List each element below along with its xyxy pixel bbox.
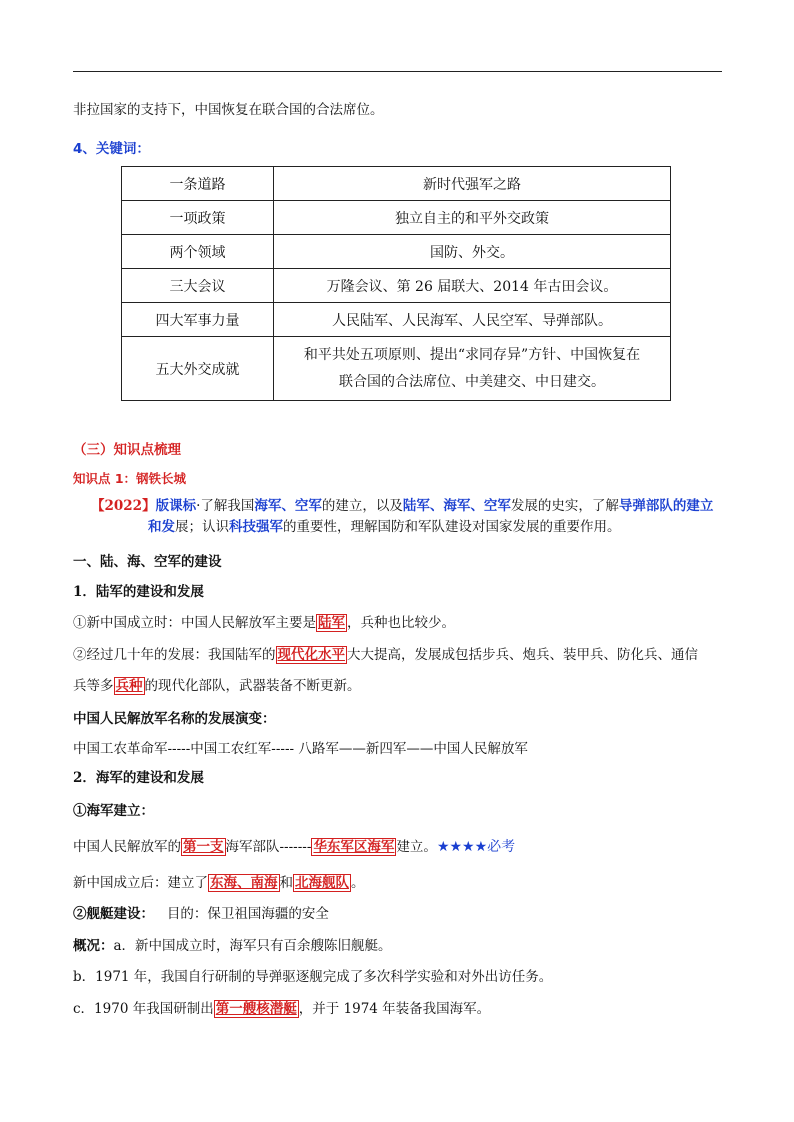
table-cell-line: 联合国的合法席位、中美建交、中日建交。 bbox=[339, 373, 605, 390]
table-row bbox=[122, 269, 671, 303]
text: 的建立，以及 bbox=[321, 498, 403, 514]
highlight: 科技强军 bbox=[229, 519, 283, 535]
highlight: 海军、空军 bbox=[254, 498, 322, 514]
ship-label: ②舰艇建设： bbox=[73, 906, 154, 922]
heading-1: 一、陆、海、空军的建设 bbox=[73, 554, 222, 570]
year-tag: 【2022】 bbox=[91, 498, 156, 514]
highlight: 和发 bbox=[148, 519, 175, 535]
table-row bbox=[122, 235, 671, 269]
overview-line-1 bbox=[73, 937, 392, 955]
text: 中国人民解放军的 bbox=[73, 839, 181, 855]
text: 兵等多 bbox=[73, 678, 114, 694]
answer-box: 陆军 bbox=[318, 615, 345, 631]
answer-box: 兵种 bbox=[115, 678, 143, 694]
table-cell: 一条道路 bbox=[122, 167, 274, 201]
table-cell: 人民陆军、人民海军、人民空军、导弹部队。 bbox=[274, 303, 671, 337]
table-row bbox=[122, 201, 671, 235]
text: a．新中国成立时，海军只有百余艘陈旧舰艇。 bbox=[113, 938, 392, 954]
text: 新中国成立后：建立了 bbox=[73, 875, 208, 891]
table-row bbox=[122, 167, 671, 201]
answer-box: 第一艘核潜艇 bbox=[215, 1001, 297, 1017]
overview-line-3 bbox=[73, 1000, 490, 1018]
navy-line-1 bbox=[73, 838, 515, 856]
heading-army: 1．陆军的建设和发展 bbox=[73, 584, 204, 600]
table-cell: 四大军事力量 bbox=[122, 303, 274, 337]
table-cell: 万隆会议、第 26 届联大、2014 年古田会议。 bbox=[274, 269, 671, 303]
table-cell: 新时代强军之路 bbox=[274, 167, 671, 201]
answer-box: 第一支 bbox=[183, 839, 224, 855]
section-title: （三）知识点梳理 bbox=[73, 442, 181, 458]
keywords-table bbox=[121, 166, 671, 401]
text: 目的：保卫祖国海疆的安全 bbox=[154, 906, 329, 922]
table-cell: 三大会议 bbox=[122, 269, 274, 303]
header-rule bbox=[73, 71, 722, 72]
table-cell: 两个领域 bbox=[122, 235, 274, 269]
text: ，兵种也比较少。 bbox=[347, 615, 455, 631]
table-row bbox=[122, 337, 671, 401]
text: ②经过几十年的发展：我国陆军的 bbox=[73, 647, 276, 663]
highlight: 陆军、海军、空军 bbox=[402, 498, 511, 514]
evolution-title: 中国人民解放军名称的发展演变： bbox=[73, 711, 276, 727]
knowledge-point-title: 知识点 1：钢铁长城 bbox=[73, 471, 187, 486]
answer-box: 北海舰队 bbox=[295, 875, 349, 891]
heading-navy: 2．海军的建设和发展 bbox=[73, 770, 204, 786]
table-row bbox=[122, 303, 671, 337]
text: 大大提高，发展成包括步兵、炮兵、装甲兵、防化兵、通信 bbox=[347, 647, 698, 663]
must-test-stars: ★★★★必考 bbox=[436, 839, 516, 855]
highlight: 导弹部队的建立 bbox=[618, 498, 714, 514]
overview-label: 概况： bbox=[73, 938, 114, 954]
intro-line: 非拉国家的支持下，中国恢复在联合国的合法席位。 bbox=[73, 102, 384, 118]
overview-line-2: b．1971 年，我国自行研制的导弹驱逐舰完成了多次科学实验和对外出访任务。 bbox=[73, 969, 553, 985]
text: ·了解我国 bbox=[196, 498, 255, 514]
evolution-line: 中国工农革命军-----中国工农红军----- 八路军——新四军——中国人民解放军 bbox=[73, 741, 528, 757]
text: 。 bbox=[351, 875, 365, 891]
navy-subheading: ①海军建立： bbox=[73, 803, 154, 819]
table-cell: 独立自主的和平外交政策 bbox=[274, 201, 671, 235]
text: 的重要性，理解国防和军队建设对国家发展的重要作用。 bbox=[283, 519, 621, 535]
text: 展；认识 bbox=[175, 519, 229, 535]
answer-box: 华东军区海军 bbox=[313, 839, 395, 855]
answer-box: 现代化水平 bbox=[277, 647, 345, 663]
ship-building-line bbox=[73, 905, 329, 923]
table-cell: 五大外交成就 bbox=[122, 337, 274, 401]
table-cell: 国防、外交。 bbox=[274, 235, 671, 269]
army-line-1 bbox=[73, 614, 455, 632]
army-line-3 bbox=[73, 677, 361, 695]
table-cell bbox=[274, 337, 671, 401]
text: ①新中国成立时：中国人民解放军主要是 bbox=[73, 615, 316, 631]
text: 的现代化部队，武器装备不断更新。 bbox=[144, 678, 361, 694]
army-line-2 bbox=[73, 646, 698, 664]
table-cell-line: 和平共处五项原则、提出“求同存异”方针、中国恢复在 bbox=[303, 346, 641, 363]
table-cell: 一项政策 bbox=[122, 201, 274, 235]
navy-line-2 bbox=[73, 874, 365, 892]
standard-label: 版课标 bbox=[155, 498, 197, 514]
text: 海军部队------- bbox=[225, 839, 312, 855]
text: 发展的史实，了解 bbox=[510, 498, 619, 514]
text: 建立。 bbox=[396, 839, 437, 855]
curriculum-standard-line2 bbox=[148, 518, 621, 536]
answer-box: 东海、南海 bbox=[210, 875, 278, 891]
text: c．1970 年我国研制出 bbox=[73, 1001, 214, 1017]
curriculum-standard-line1 bbox=[91, 497, 713, 515]
keywords-heading: 4、关键词： bbox=[73, 141, 150, 157]
text: 和 bbox=[279, 875, 293, 891]
text: ，并于 1974 年装备我国海军。 bbox=[298, 1001, 491, 1017]
